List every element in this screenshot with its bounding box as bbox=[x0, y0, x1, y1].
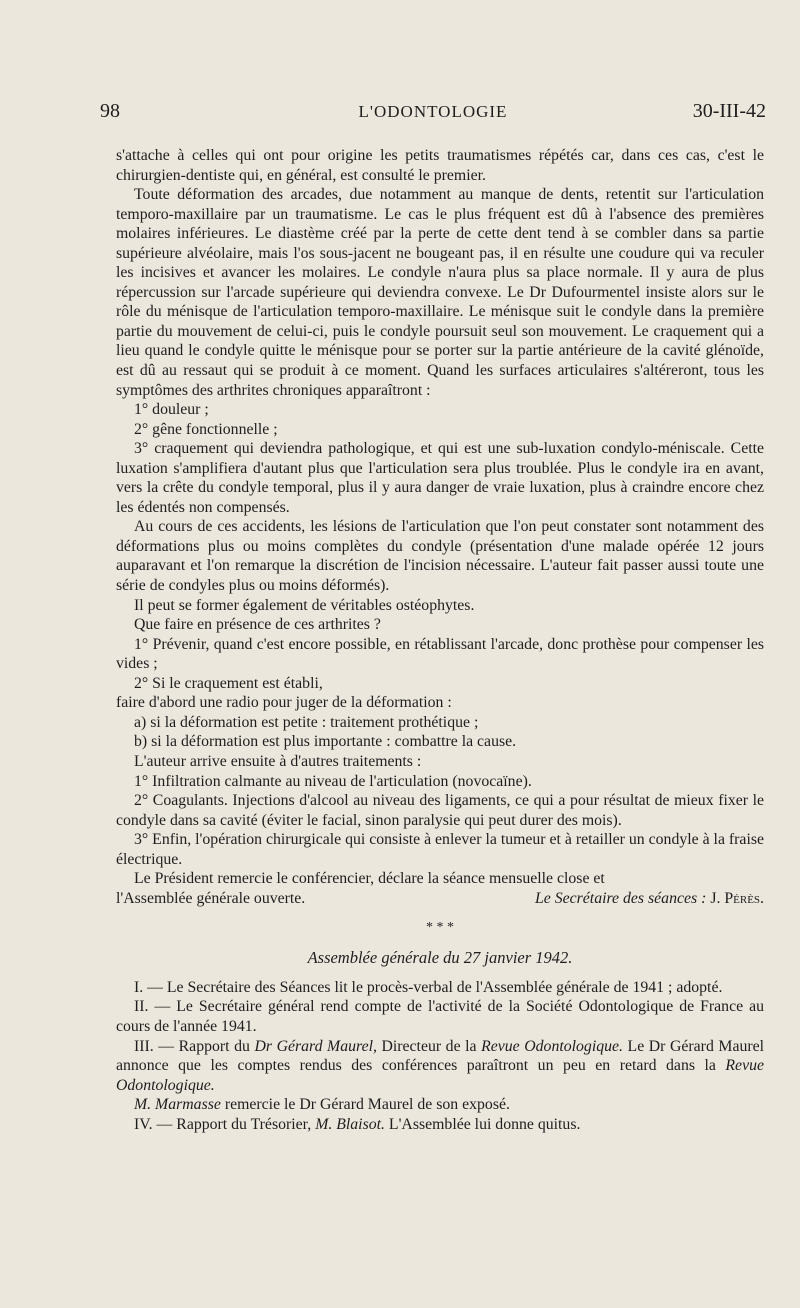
paragraph: faire d'abord une radio pour juger de la déformation : bbox=[116, 694, 452, 712]
list-item: a) si la déformation est petite : traitement prothétique ; bbox=[134, 713, 479, 731]
list-item: 3° craquement qui deviendra pathologique, et qui est une sub-luxation condylo-méniscale. Cette luxation s'amplifiera d'autant plus que l'articulation sera plus troublée. Plus le condyle ira en avant, vers la crête du condyle temporal, plus il y aura danger de vraie luxation, plus à craindre encore chez les édentés non compensés. bbox=[116, 440, 764, 516]
list-item: b) si la déformation est plus importante : combattre la cause. bbox=[134, 733, 517, 751]
paragraph: s'attache à celles qui ont pour origine les petits traumatismes répétés car, dans ces cas, c'est le chirurgien-dentiste qui, en général, est consulté le premier. bbox=[116, 147, 764, 184]
paragraph: Au cours de ces accidents, les lésions de l'articulation que l'on peut constater sont notamment des déformations plus ou moins complètes du condyle (présentation d'une malade opérée 12 jours auparavant et l'on remarque la discrétion de l'incision nécessaire. L'auteur fait passer aussi toute une série de condyles plus ou moins déformés). bbox=[116, 518, 764, 595]
paragraph: M. Marmasse remercie le Dr Gérard Maurel de son exposé. bbox=[134, 1096, 510, 1114]
paragraph: Il peut se former également de véritables ostéophytes. bbox=[134, 596, 475, 614]
signature-line bbox=[116, 889, 764, 909]
list-item: 1° douleur ; bbox=[134, 401, 209, 419]
body-text bbox=[116, 146, 764, 1134]
list-item: 3° Enfin, l'opération chirurgicale qui consiste à enlever la tumeur et à retailler un condyle à la fraise électrique. bbox=[116, 831, 764, 868]
list-item: 1° Infiltration calmante au niveau de l'articulation (novocaïne). bbox=[134, 772, 532, 790]
section-title: Assemblée générale du 27 janvier 1942. bbox=[307, 948, 573, 968]
paragraph: l'Assemblée générale ouverte. bbox=[116, 889, 306, 907]
list-item: 1° Prévenir, quand c'est encore possible, en rétablissant l'arcade, donc prothèse pour compenser les vides ; bbox=[116, 635, 764, 673]
running-title: L'ODONTOLOGIE bbox=[358, 102, 508, 121]
paragraph: I. — Le Secrétaire des Séances lit le procès-verbal de l'Assemblée générale de 1941 ; adopté. bbox=[134, 978, 723, 996]
list-item: 2° gêne fonctionnelle ; bbox=[134, 420, 278, 438]
signature-role: Le Secrétaire des séances : bbox=[534, 889, 707, 907]
list-item: 2° Coagulants. Injections d'alcool au niveau des ligaments, ce qui a pour résultat de mieux fixer le condyle dans sa cavité (éviter le facial, sinon paralysie qui peut durer des mois). bbox=[116, 792, 764, 829]
paragraph: Le Président remercie le conférencier, déclare la séance mensuelle close et bbox=[134, 870, 605, 888]
section-separator: * * * bbox=[426, 920, 454, 936]
list-item: 2° Si le craquement est établi, bbox=[134, 674, 323, 692]
issue-date: 30-III-42 bbox=[692, 100, 766, 122]
running-header bbox=[100, 100, 766, 130]
signature bbox=[535, 889, 764, 909]
paragraph: II. — Le Secrétaire général rend compte de l'activité de la Société Odontologique de France au cours de l'année 1941. bbox=[116, 998, 764, 1035]
page-number: 98 bbox=[100, 100, 120, 122]
paragraph: L'auteur arrive ensuite à d'autres traitements : bbox=[134, 752, 422, 770]
paragraph: Toute déformation des arcades, due notamment au manque de dents, retentit sur l'articulation temporo-maxillaire par un traumatisme. Le cas le plus fréquent est dû à l'absence des premières molaires inférieures. Le diastème créé par la perte de cette dent tend à se combler dans sa partie supérieure alvéolaire, mais l'os sous-jacent ne bougeant pas, il en résulte une coudure qui va reculer les incisives et avancer les molaires. Le condyle n'aura plus sa place normale. Il y aura de plus répercussion sur l'arcade supérieure qui deviendra convexe. Le Dr Dufourmentel insiste alors sur le rôle du ménisque de l'articulation temporo-maxillaire. Le ménisque suit le condyle dans la première partie du mouvement de celui-ci, puis le condyle poursuit seul son mouvement. Le craquement qui a lieu quand le condyle quitte le ménisque pour se porter sur la partie antérieure de la cavité glénoïde, est dû au ressaut qui se produit à ce moment. Quand les surfaces articulaires s'altéreront, tous les symptômes des arthrites chroniques apparaîtront : bbox=[116, 186, 764, 399]
paragraph: III. — Rapport du Dr Gérard Maurel, Directeur de la Revue Odontologique. Le Dr Gérard Maurel annonce que les comptes rendus des conférences paraîtront un peu en retard dans la Revue Odontologique. bbox=[116, 1037, 765, 1094]
paragraph: IV. — Rapport du Trésorier, M. Blaisot. L'Assemblée lui donne quitus. bbox=[134, 1115, 581, 1133]
signature-name: J. Pérès. bbox=[710, 889, 764, 907]
paragraph: Que faire en présence de ces arthrites ? bbox=[134, 616, 381, 634]
